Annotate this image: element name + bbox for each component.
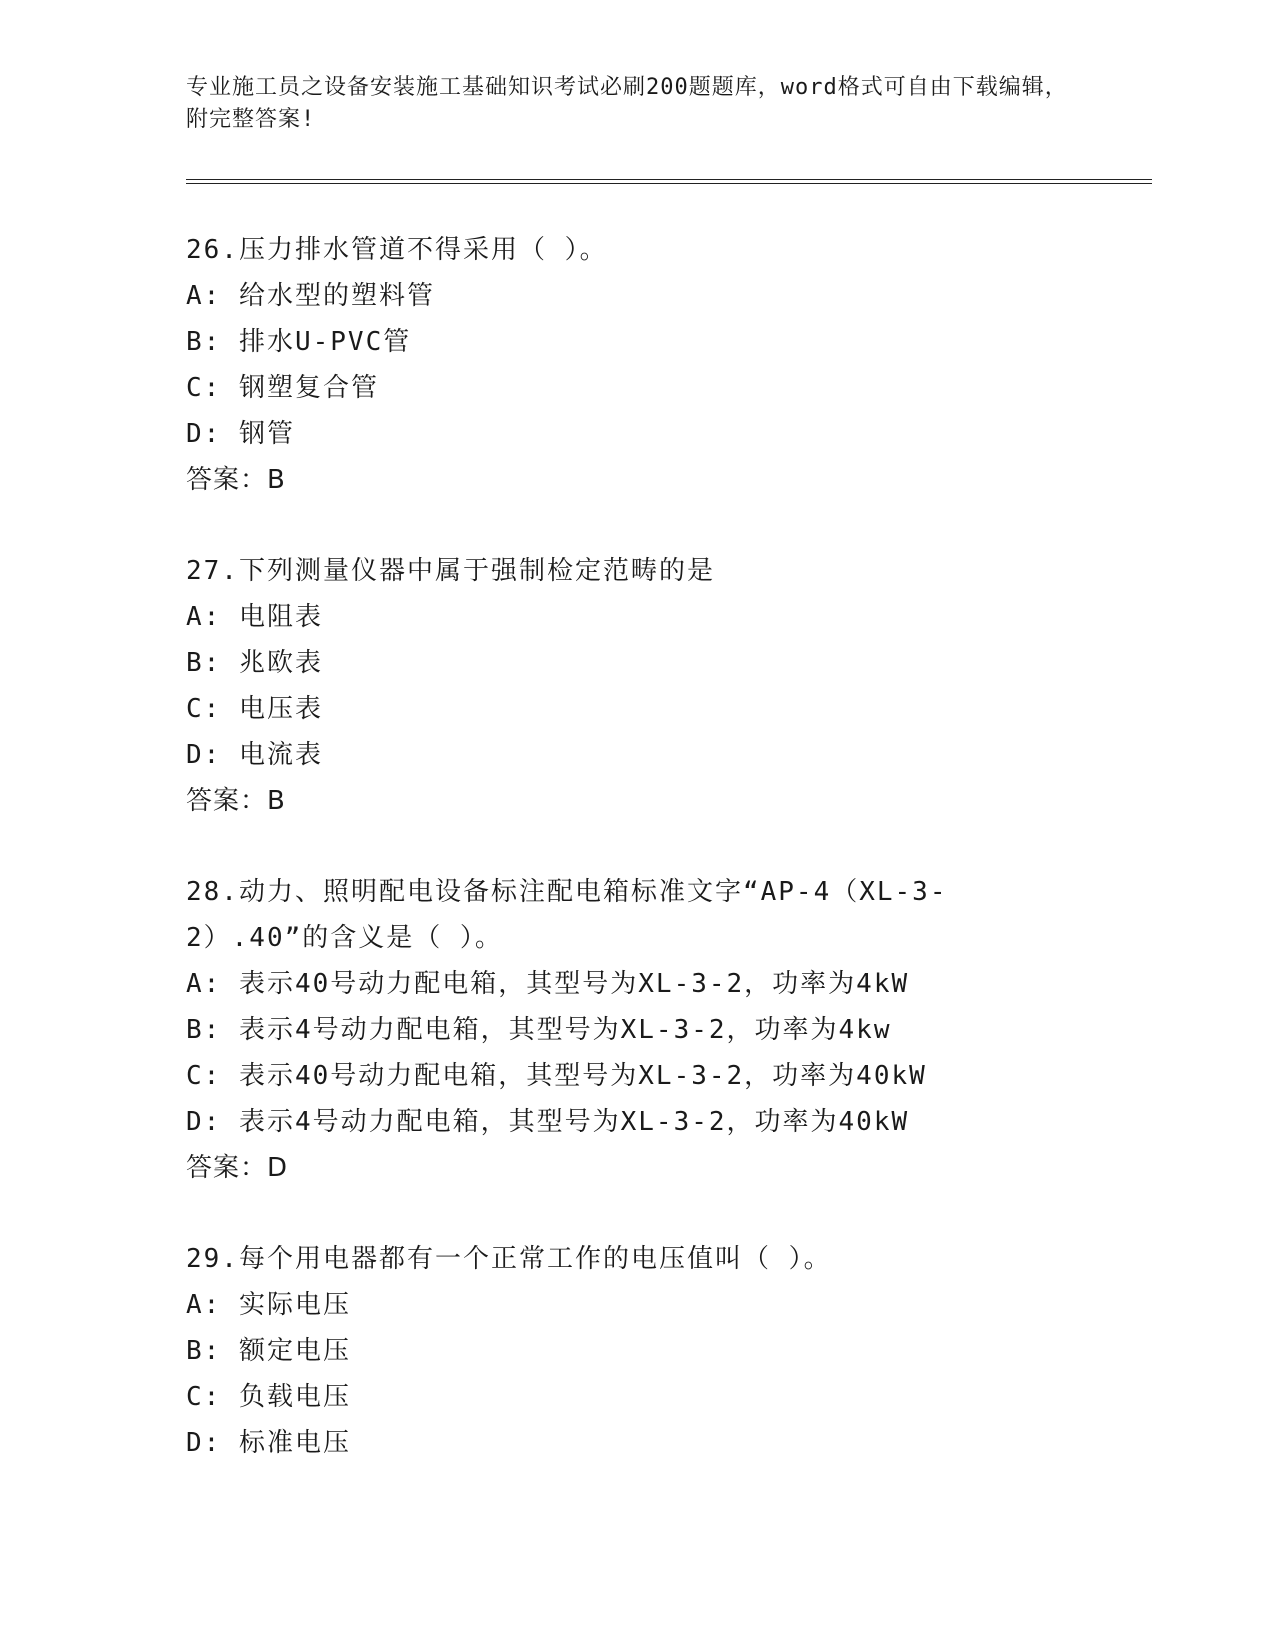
option-c: C: 负载电压 [186,1382,351,1412]
question-stem: 27.下列测量仪器中属于强制检定范畴的是 [186,556,715,586]
option-c: C: 电压表 [186,694,323,724]
option-a: A: 给水型的塑料管 [186,281,435,311]
option-d: D: 标准电压 [186,1428,351,1458]
question-26 [186,227,1086,503]
question-28 [186,869,1086,1191]
option-d: D: 钢管 [186,419,295,449]
header-divider-second [186,183,1152,184]
document-title: 专业施工员之设备安装施工基础知识考试必刷200题题库，word格式可自由下载编辑，附完整答案! [186,75,1068,132]
option-d: D: 表示4号动力配电箱，其型号为XL-3-2，功率为40kW [186,1107,910,1137]
option-c: C: 钢塑复合管 [186,373,379,403]
answer: 答案：D [186,1153,289,1183]
option-d: D: 电流表 [186,740,323,770]
header-divider [186,179,1152,180]
question-29 [186,1236,1086,1466]
option-b: B: 额定电压 [186,1336,351,1366]
question-stem: 29.每个用电器都有一个正常工作的电压值叫（ ）。 [186,1244,832,1274]
question-stem: 26.压力排水管道不得采用（ ）。 [186,235,608,265]
option-a: A: 实际电压 [186,1290,351,1320]
answer: 答案：B [186,465,286,495]
question-27 [186,548,1086,824]
option-b: B: 表示4号动力配电箱，其型号为XL-3-2，功率为4kw [186,1015,892,1045]
option-c: C: 表示40号动力配电箱，其型号为XL-3-2，功率为40kW [186,1061,927,1091]
answer: 答案：B [186,786,286,816]
option-a: A: 电阻表 [186,602,323,632]
option-a: A: 表示40号动力配电箱，其型号为XL-3-2，功率为4kW [186,969,910,999]
question-stem: 28.动力、照明配电设备标注配电箱标准文字“AP-4（XL-3-2）.40”的含义是（ ）。 [186,877,948,953]
option-b: B: 排水U-PVC管 [186,327,412,357]
option-b: B: 兆欧表 [186,648,323,678]
